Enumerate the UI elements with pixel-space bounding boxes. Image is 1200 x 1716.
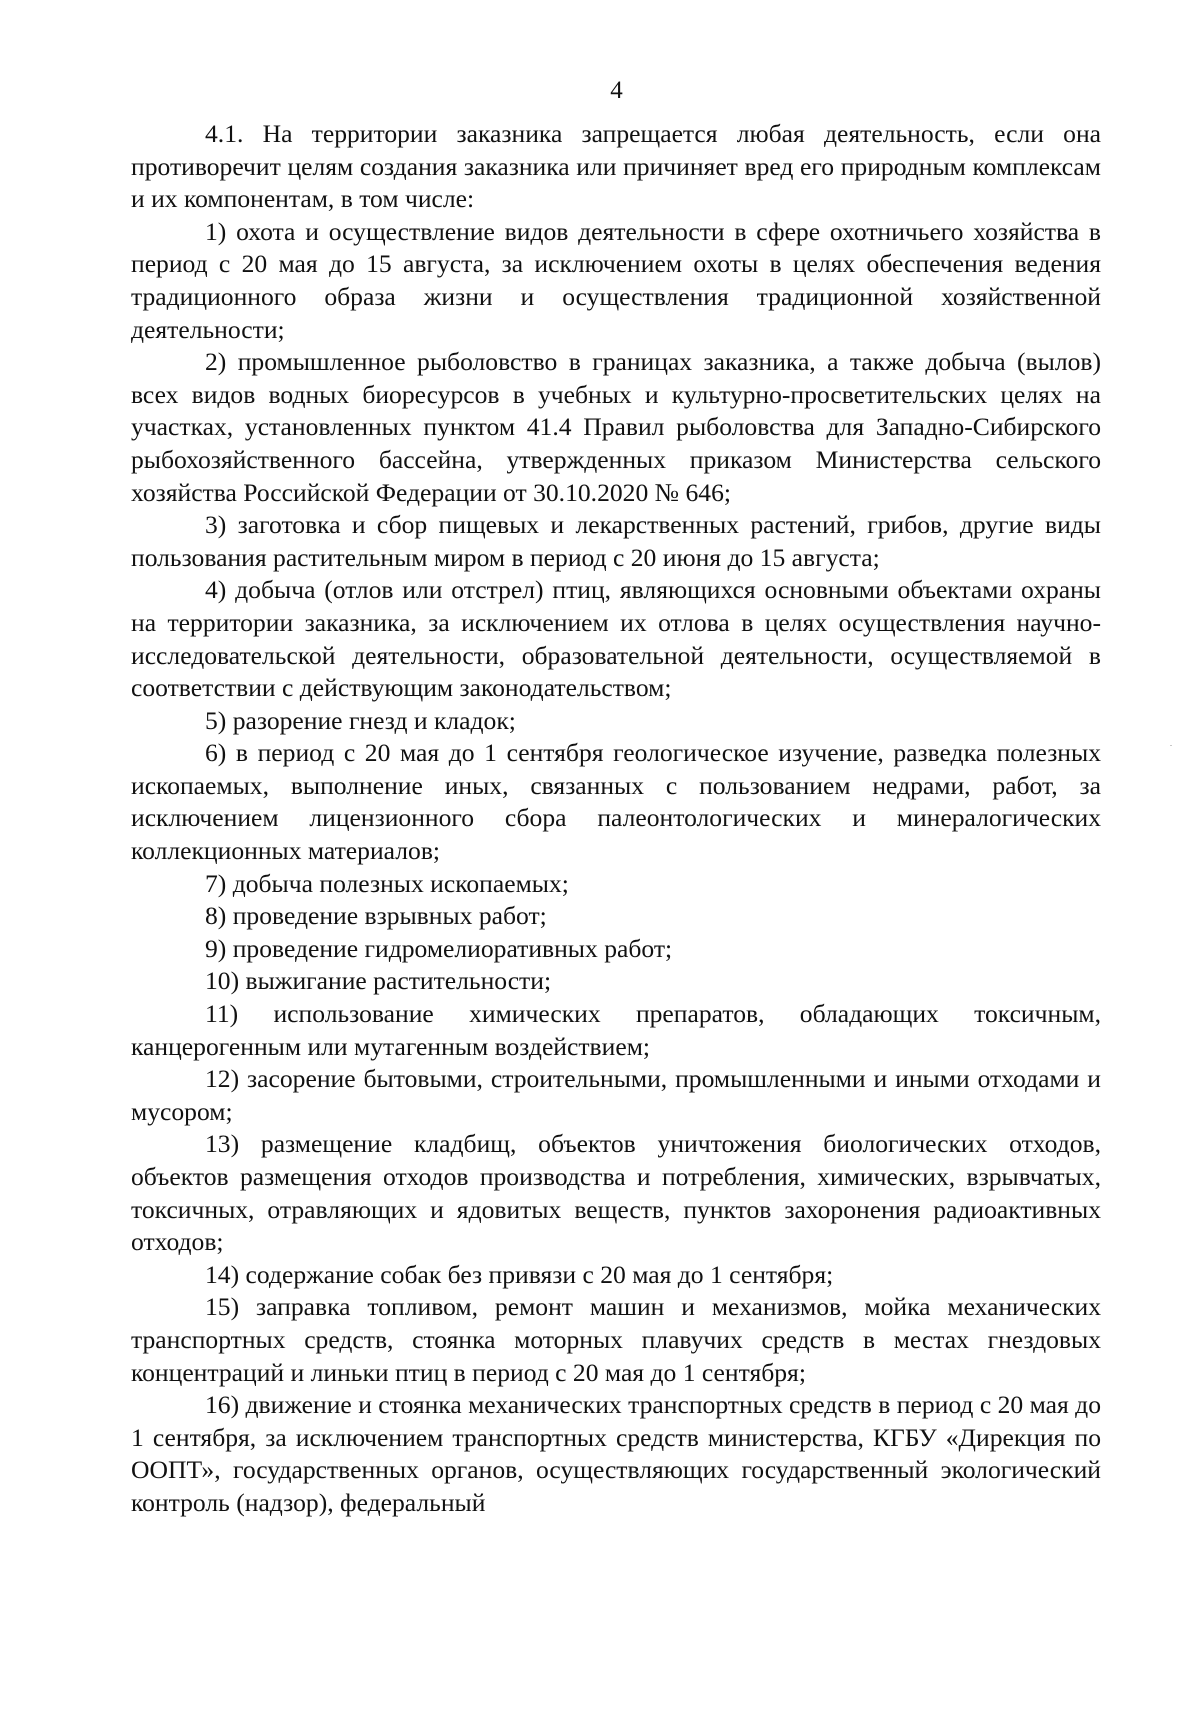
list-item-11-chemicals: 11) использование химических препаратов, обладающих токсичным, канцерогенным или мутагенным воздействием; [131,999,1101,1061]
list-item-7-mining: 7) добыча полезных ископаемых; [205,868,569,898]
scan-artifact [1170,745,1172,746]
document-body [131,118,1101,1520]
list-item-16-vehicles: 16) движение и стоянка механических транспортных средств в период с 20 мая до 1 сентября, за исключением транспортных средств министерства, КГБУ «Дирекция по ООПТ», государственных органов, осуществляющих государственный экологический контроль (надзор), федеральный [131,1390,1101,1517]
list-item-1-hunting: 1) охота и осуществление видов деятельности в сфере охотничьего хозяйства в период с 20 мая до 15 августа, за исключением охоты в целях обеспечения ведения традиционного образа жизни и осуществления традиционной хозяйственной деятельности; [131,216,1101,344]
list-item-15-refueling: 15) заправка топливом, ремонт машин и механизмов, мойка механических транспортных средств, стоянка моторных плавучих средств в местах гнездовых концентраций и линьки птиц в период с 20 мая до 1 сентября; [131,1292,1101,1387]
paragraph-4-1-intro: 4.1. На территории заказника запрещается любая деятельность, если она противоречит целям создания заказника или причиняет вред его природным комплексам и их компонентам, в том числе: [131,119,1101,214]
list-item-14-dogs: 14) содержание собак без привязи с 20 мая до 1 сентября; [205,1259,834,1289]
page-number: 4 [610,77,623,104]
list-item-10-burning: 10) выжигание растительности; [205,966,552,996]
list-item-12-littering: 12) засорение бытовыми, строительными, промышленными и иными отходами и мусором; [131,1064,1101,1126]
list-item-9-hydro-reclamation: 9) проведение гидромелиоративных работ; [205,933,673,963]
list-item-3-plant-harvesting: 3) заготовка и сбор пищевых и лекарственных растений, грибов, другие виды пользования растительным миром в период с 20 июня до 15 августа; [131,510,1101,572]
list-item-6-geological-study: 6) в период с 20 мая до 1 сентября геологическое изучение, разведка полезных ископаемых, выполнение иных, связанных с пользованием недрами, работ, за исключением лицензионного сбора палеонтологических и минералогических коллекционных материалов; [131,738,1101,866]
list-item-8-blasting: 8) проведение взрывных работ; [205,901,547,931]
list-item-4-bird-capture: 4) добыча (отлов или отстрел) птиц, являющихся основными объектами охраны на территории заказника, за исключением их отлова в целях осуществления научно-исследовательской деятельности, образовательной деятельности, осуществляемой в соответствии с действующим законодательством; [131,575,1101,703]
list-item-13-waste-sites: 13) размещение кладбищ, объектов уничтожения биологических отходов, объектов размещения отходов производства и потребления, химических, взрывчатых, токсичных, отравляющих и ядовитых веществ, пунктов захоронения радиоактивных отходов; [131,1129,1101,1257]
list-item-5-nest-destruction: 5) разорение гнезд и кладок; [205,705,516,735]
list-item-2-fishing: 2) промышленное рыболовство в границах заказника, а также добыча (вылов) всех видов водных биоресурсов в учебных и культурно-просветительских целях на участках, установленных пунктом 41.4 Правил рыболовства для Западно-Сибирского рыбохозяйственного бассейна, утвержденных приказом Министерства сельского хозяйства Российской Федерации от 30.10.2020 № 646; [131,347,1101,507]
